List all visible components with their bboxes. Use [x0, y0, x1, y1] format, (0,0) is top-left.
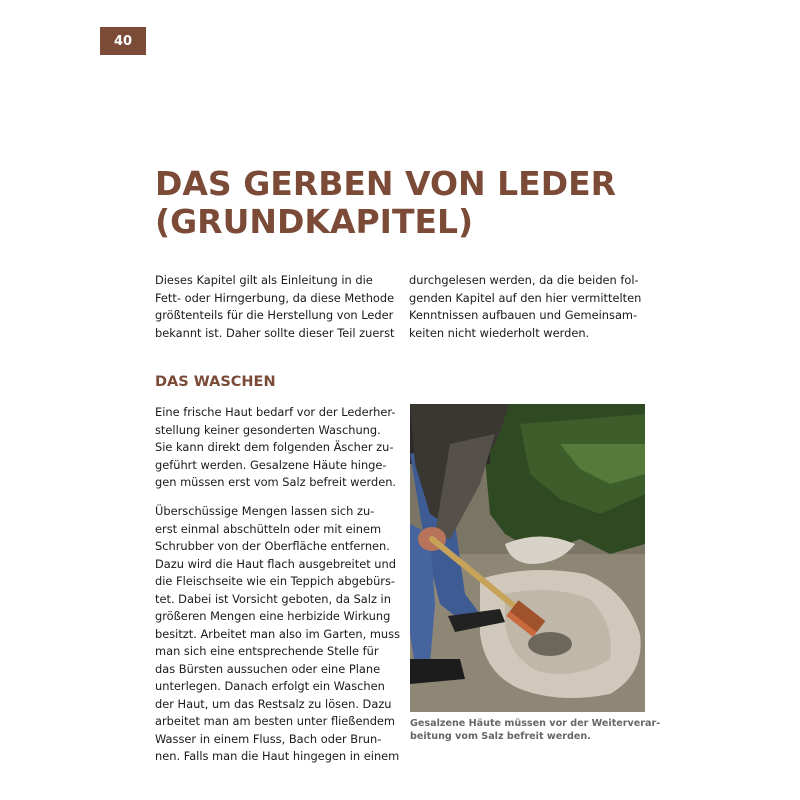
chapter-title [155, 165, 675, 241]
text-line: stellung keiner gesonderten Waschung. [155, 422, 381, 437]
body-paragraph-1 [155, 404, 395, 492]
text-line: Fett- oder Hirngerbung, da diese Methode [155, 290, 395, 305]
text-line: das Bürsten aussuchen oder eine Plane [155, 661, 381, 676]
text-line: durchgelesen werden, da die beiden fol- [409, 273, 639, 287]
text-line: bekannt ist. Daher sollte dieser Teil zuerst [155, 325, 395, 340]
text-line: Dieses Kapitel gilt als Einleitung in die [155, 273, 373, 287]
intro-text-left [155, 272, 400, 342]
text-line: der Haut, um das Restsalz zu lösen. Dazu [155, 696, 392, 711]
text-line: arbeitet man am besten unter fließendem [155, 714, 396, 728]
text-line: Wasser in einem Fluss, Bach oder Brun- [155, 731, 382, 746]
text-line: Sie kann direkt dem folgenden Äscher zu- [155, 440, 394, 454]
text-line: genden Kapitel auf den hier vermittelten [409, 290, 642, 305]
text-line: geführt werden. Gesalzene Häute hinge- [155, 457, 387, 472]
text-line: größtenteils für die Herstellung von Leder [155, 308, 394, 322]
intro-text-right [409, 272, 654, 342]
text-line: gen müssen erst vom Salz befreit werden. [155, 475, 397, 489]
text-line: Dazu wird die Haut flach ausgebreitet und [155, 556, 396, 571]
caption-line: Gesalzene Häute müssen vor der Weiterverar- [410, 718, 661, 729]
text-line: man sich eine entsprechende Stelle für [155, 644, 379, 658]
chapter-title-line: (GRUNDKAPITEL) [155, 202, 474, 241]
text-line: Eine frische Haut bedarf vor der Lederher- [155, 405, 396, 419]
text-line: besitzt. Arbeitet man also im Garten, muss [155, 626, 401, 641]
photo-scrubbing-hide [410, 404, 645, 712]
text-line: keiten nicht wiederholt werden. [409, 325, 590, 340]
text-line: Schrubber von der Oberfläche entfernen. [155, 539, 390, 553]
chapter-title-line: DAS GERBEN VON LEDER [155, 164, 617, 203]
text-line: erst einmal abschütteln oder mit einem [155, 521, 382, 536]
text-line: Kenntnissen aufbauen und Gemeinsam- [409, 308, 638, 322]
page-number: 40 [100, 27, 146, 55]
section-heading: DAS WASCHEN [155, 374, 276, 390]
figure-caption [410, 717, 661, 743]
text-line: Überschüssige Mengen lassen sich zu- [155, 504, 375, 518]
text-line: größeren Mengen eine herbizide Wirkung [155, 609, 391, 623]
text-line: unterlegen. Danach erfolgt ein Waschen [155, 679, 385, 693]
body-paragraph-2 [155, 503, 401, 766]
text-line: die Fleischseite wie ein Teppich abgebürs- [155, 574, 396, 588]
text-line: tet. Dabei ist Vorsicht geboten, da Salz in [155, 591, 391, 606]
caption-line: beitung vom Salz befreit werden. [410, 731, 591, 742]
text-line: nen. Falls man die Haut hingegen in einem [155, 749, 400, 763]
